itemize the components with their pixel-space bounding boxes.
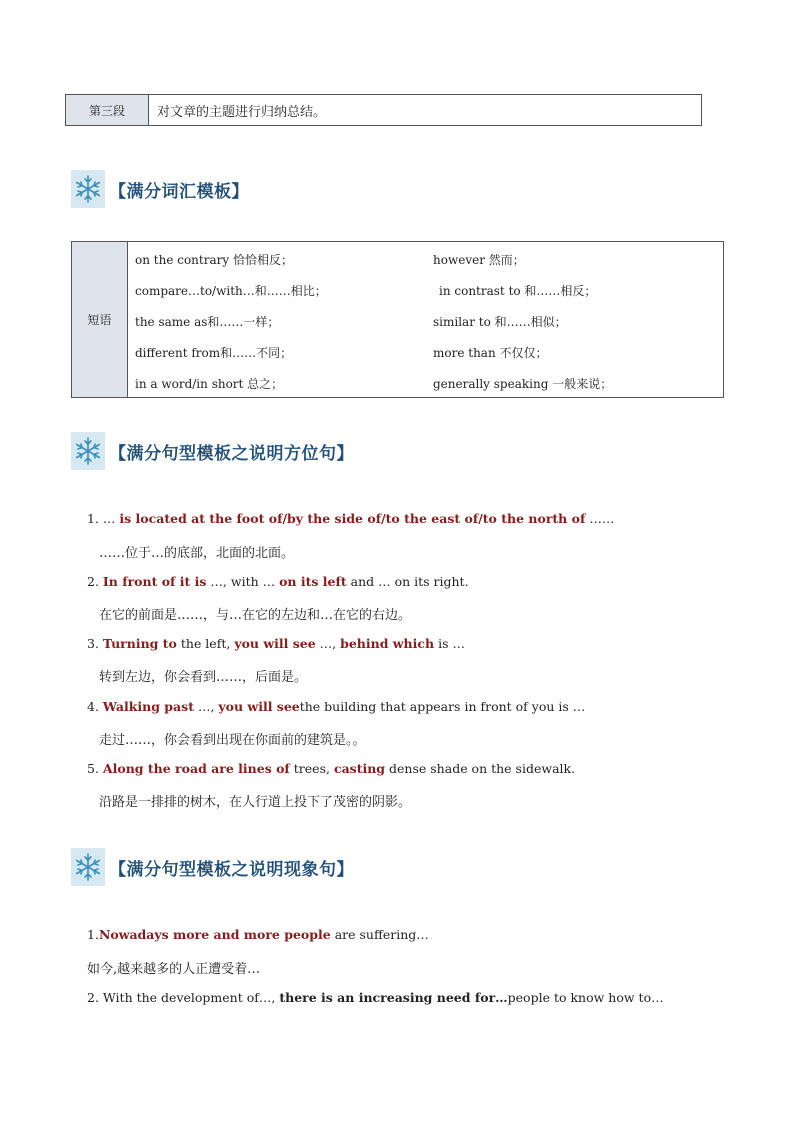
snowflake-icon (71, 432, 105, 470)
vocab-row (128, 375, 723, 395)
vocab-row (128, 344, 723, 364)
phenomenon-title: 【满分句型模板之说明现象句】 (109, 859, 354, 880)
phenomenon-sentence-1: 1.Nowadays more and more people are suffering… (87, 927, 429, 942)
position-sentence-4: 4. Walking past …, you will seethe building that appears in front of you is … (87, 699, 586, 714)
position-translation-4: 走过……，你会看到出现在你面前的建筑是。。 (99, 733, 366, 748)
vocab-right: in contrast to 和……相反； (439, 284, 597, 298)
position-title: 【满分句型模板之说明方位句】 (109, 443, 354, 464)
position-translation-2: 在它的前面是……，与…在它的左边和…在它的右边。 (99, 608, 412, 623)
snowflake-icon (71, 848, 105, 886)
phenomenon-sentence-2: 2. With the development of…, there is an increasing need for…people to know how to… (87, 990, 664, 1005)
vocab-table (71, 241, 724, 398)
vocab-right: more than 不仅仅； (433, 346, 548, 360)
paragraph-content: 对文章的主题进行归纳总结。 (157, 104, 327, 120)
vocab-row (128, 313, 723, 333)
paragraph-table (65, 94, 702, 126)
vocab-right: similar to 和……相似； (433, 315, 567, 329)
vocab-left: on the contrary 恰恰相反； (135, 253, 293, 267)
vocab-row (128, 282, 723, 302)
vocab-left: in a word/in short 总之； (135, 377, 284, 391)
position-sentence-3: 3. Turning to the left, you will see …, behind which is … (87, 636, 465, 651)
position-sentence-2: 2. In front of it is …, with … on its left and … on its right. (87, 574, 469, 589)
phenomenon-translation-1: 如今,越来越多的人正遭受着… (87, 962, 261, 977)
phenomenon-section-heading (71, 848, 354, 886)
vocab-section-heading (71, 170, 249, 208)
position-section-heading (71, 432, 354, 470)
snowflake-icon (71, 170, 105, 208)
position-sentence-1: 1. … is located at the foot of/by the side of/to the east of/to the north of …… (87, 511, 615, 526)
vocab-left: the same as和……一样； (135, 315, 280, 329)
vocab-left: different from和……不同； (135, 346, 293, 360)
position-sentence-5: 5. Along the road are lines of trees, casting dense shade on the sidewalk. (87, 761, 576, 776)
vocab-right: generally speaking 一般来说； (433, 377, 613, 391)
vocab-row (128, 251, 723, 271)
paragraph-label: 第三段 (66, 95, 149, 125)
vocab-label: 短语 (72, 242, 128, 397)
vocab-left: compare…to/with…和……相比； (135, 284, 327, 298)
vocab-right: however 然而； (433, 253, 525, 267)
vocab-title: 【满分词汇模板】 (109, 181, 249, 202)
position-translation-3: 转到左边，你会看到……，后面是。 (99, 670, 308, 685)
position-translation-5: 沿路是一排排的树木，在人行道上投下了茂密的阴影。 (99, 795, 412, 810)
position-translation-1: ……位于…的底部，北面的北面。 (99, 546, 295, 561)
